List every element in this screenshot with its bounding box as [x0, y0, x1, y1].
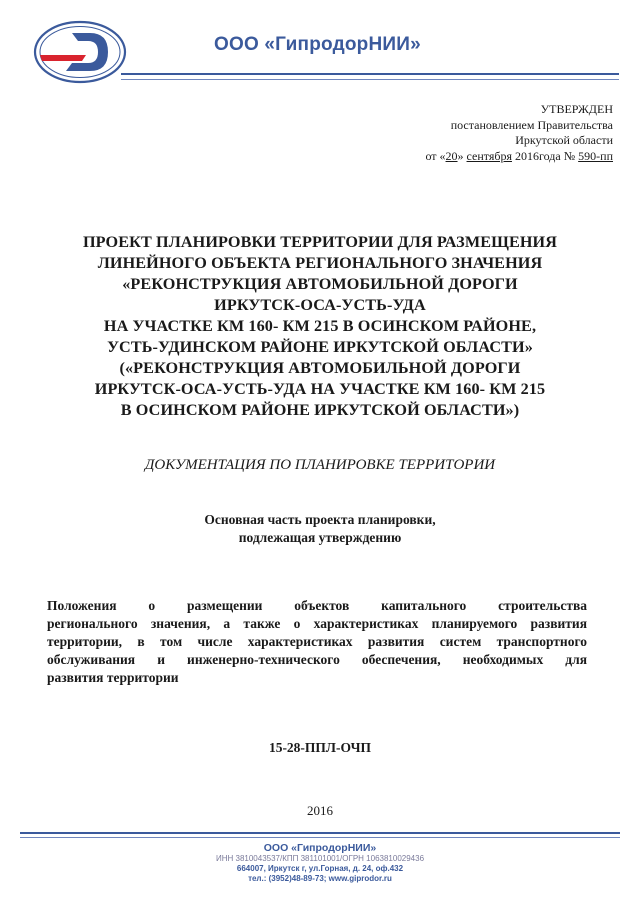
title-line: ЛИНЕЙНОГО ОБЪЕКТА РЕГИОНАЛЬНОГО ЗНАЧЕНИЯ	[97, 254, 543, 272]
document-subheading: Основная часть проекта планировки, подлежащая утверждению	[204, 512, 436, 545]
title-line: В ОСИНСКОМ РАЙОНЕ ИРКУТСКОЙ ОБЛАСТИ»)	[120, 401, 520, 419]
provisions-line: территории, в том числе характеристиках развития систем транспортного	[47, 634, 587, 649]
header-divider-thin	[121, 79, 619, 80]
approval-authority: постановлением Правительства	[450, 117, 613, 132]
document-year: 2016	[307, 803, 333, 818]
footer-contacts: тел.: (3952)48-89-73; www.giprodor.ru	[248, 874, 392, 883]
title-line: «РЕКОНСТРУКЦИЯ АВТОМОБИЛЬНОЙ ДОРОГИ	[122, 275, 518, 293]
provisions-line: регионального значения, а также о характеристиках планируемого развития	[47, 616, 587, 631]
approval-date: от «20» сентября 2016года № 590-пп	[425, 148, 613, 163]
approval-day: 20	[445, 148, 458, 163]
document-title	[30, 232, 610, 421]
title-line: ИРКУТСК-ОСА-УСТЬ-УДА НА УЧАСТКЕ КМ 160- КМ 215	[94, 380, 546, 398]
title-line: ИРКУТСК-ОСА-УСТЬ-УДА	[214, 296, 426, 314]
company-name-header: ООО «ГипродорНИИ»	[214, 34, 421, 55]
approval-number: 590-пп	[578, 148, 613, 163]
approval-month: сентября	[466, 148, 512, 163]
title-line: НА УЧАСТКЕ КМ 160- КМ 215 В ОСИНСКОМ РАЙОНЕ,	[103, 317, 537, 335]
provisions-line: развития территории	[47, 670, 179, 685]
title-line: («РЕКОНСТРУКЦИЯ АВТОМОБИЛЬНОЙ ДОРОГИ	[119, 359, 521, 377]
approval-region: Иркутской области	[515, 133, 613, 147]
document-type: ДОКУМЕНТАЦИЯ ПО ПЛАНИРОВКЕ ТЕРРИТОРИИ	[144, 457, 496, 473]
footer-company: ООО «ГипродорНИИ»	[263, 842, 377, 854]
approval-block	[425, 102, 613, 164]
giprodor-logo-icon	[32, 19, 128, 85]
title-line: УСТЬ-УДИНСКОМ РАЙОНЕ ИРКУТСКОЙ ОБЛАСТИ»	[107, 338, 533, 356]
footer-address: 664007, Иркутск г, ул.Горная, д. 24, оф.432	[236, 864, 404, 873]
header-divider	[121, 73, 619, 75]
provisions-line: обслуживания и инженерно-технического обеспечения, необходимых для	[47, 652, 587, 667]
footer	[0, 842, 640, 884]
provisions-line: Положения о размещении объектов капитального строительства	[47, 598, 587, 613]
footer-registration: ИНН 3810043537/КПП 381101001/ОГРН 1063810029436	[215, 854, 425, 863]
document-code: 15-28-ППЛ-ОЧП	[268, 740, 372, 755]
approval-status: УТВЕРЖДЕН	[540, 102, 613, 116]
title-line: ПРОЕКТ ПЛАНИРОВКИ ТЕРРИТОРИИ ДЛЯ РАЗМЕЩЕНИЯ	[82, 233, 558, 251]
provisions-paragraph	[47, 597, 587, 687]
footer-divider-thin	[20, 837, 620, 838]
footer-divider	[20, 832, 620, 834]
